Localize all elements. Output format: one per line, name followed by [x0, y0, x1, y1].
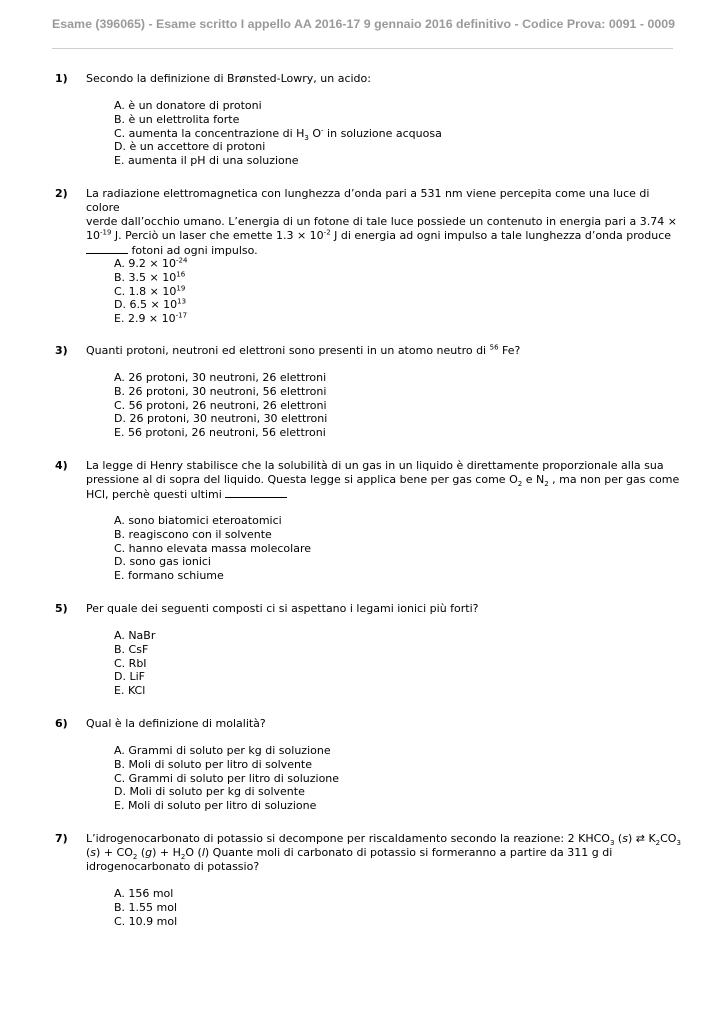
- question-text: Per quale dei seguenti composti ci si aspettano i legami ionici più forti?: [86, 602, 479, 615]
- option-d: D. sono gas ionici: [114, 555, 211, 569]
- answer-options: [114, 257, 187, 326]
- question-text: Quanti protoni, neutroni ed elettroni sono presenti in un atomo neutro di $^{56}$ Fe?: [86, 343, 521, 357]
- option-b: B. 26 protoni, 30 neutroni, 56 elettroni: [114, 384, 327, 398]
- answer-options: [114, 514, 311, 583]
- option-e: E. formano schiume: [114, 569, 224, 583]
- answer-options: [114, 99, 442, 168]
- option-e: E. Moli di soluto per litro di soluzione: [114, 799, 317, 813]
- answer-options: [114, 629, 155, 698]
- question-number: 5): [55, 602, 68, 615]
- question-number: 3): [55, 344, 68, 357]
- option-b: B. CsF: [114, 642, 149, 656]
- option-c: C. 10.9 mol: [114, 914, 178, 928]
- answer-blank: [225, 487, 287, 498]
- option-b: B. Moli di soluto per litro di solvente: [114, 757, 313, 771]
- option-a: A. $9.2 \times 10^{-24}$: [114, 256, 188, 270]
- option-e: E. KCl: [114, 684, 146, 698]
- option-e: E. 56 protoni, 26 neutroni, 56 elettroni: [114, 426, 326, 440]
- option-c: C. RbI: [114, 656, 147, 670]
- exam-header: Esame (396065) - Esame scritto I appello AA 2016-17 9 gennaio 2016 definitivo - Codice Prova: 0091 - 0009: [52, 17, 676, 31]
- question-number: 7): [55, 832, 68, 845]
- question-text: La radiazione elettromagnetica con lunghezza d’onda pari a 531 nm viene percepita come una luce di colore verde dall’occhio umano. L’energia di un fotone di tale luce possiede un contenuto in energia pari a 3.74 × $10^{-19}$ J. Perciò un laser che emette $1.3 \times 10^{-2}$ J di energia ad ogni impulso a tale lunghezza d’onda produce fotoni ad ogni impulso.: [86, 187, 677, 257]
- option-c: C. hanno elevata massa molecolare: [114, 541, 311, 555]
- question-number: 2): [55, 187, 68, 200]
- option-e: E. aumenta il pH di una soluzione: [114, 154, 299, 168]
- question-text: Qual è la definizione di molalità?: [86, 717, 266, 730]
- question-text: L’idrogenocarbonato di potassio si decompone per riscaldamento secondo la reazione: 2 $KHCO_3$ (s) ⇄ $K_2CO_3$ $(s) + CO_2$ $(g) + H_2O$ (l) Quante moli di carbonato di potassio si formeranno a partire da 311 g di idrogenocarbonato di potassio?: [86, 832, 681, 873]
- option-d: D. 26 protoni, 30 neutroni, 30 elettroni: [114, 412, 328, 426]
- option-c: C. aumenta la concentrazione di $H_3$ O- in soluzione acquosa: [114, 125, 442, 142]
- answer-options: [114, 371, 327, 440]
- option-c: C. Grammi di soluto per litro di soluzione: [114, 771, 340, 785]
- option-d: D. LiF: [114, 670, 145, 684]
- question-text: La legge di Henry stabilisce che la solubilità di un gas in un liquido è direttamente proporzionale alla sua pressione al di sopra del liquido. Questa legge si applica bene per gas come $O_2$ e $N_2$ , ma non per gas come HCl, perchè questi ultimi: [86, 459, 680, 501]
- option-b: B. $3.5 \times 10^{16}$: [114, 270, 186, 284]
- question-number: 6): [55, 717, 68, 730]
- option-c: C. $1.8 \times 10^{19}$: [114, 283, 186, 298]
- option-a: A. 156 mol: [114, 887, 174, 900]
- option-d: D. Moli di soluto per kg di solvente: [114, 785, 305, 799]
- option-b: B. 1.55 mol: [114, 900, 178, 914]
- option-a: A. è un donatore di protoni: [114, 99, 262, 112]
- question-number: 4): [55, 459, 68, 472]
- option-d: D. è un accettore di protoni: [114, 140, 266, 154]
- answer-blank: [86, 243, 128, 254]
- option-a: A. Grammi di soluto per kg di soluzione: [114, 744, 331, 757]
- question-text: Secondo la definizione di Brønsted-Lowry, un acido:: [86, 72, 371, 85]
- option-a: A. sono biatomici eteroatomici: [114, 514, 282, 527]
- option-c: C. 56 protoni, 26 neutroni, 26 elettroni: [114, 398, 327, 412]
- answer-options: [114, 887, 177, 928]
- option-b: B. reagiscono con il solvente: [114, 527, 272, 541]
- option-d: D. $6.5 \times 10^{13}$: [114, 297, 187, 312]
- question-number: 1): [55, 72, 68, 85]
- option-a: A. NaBr: [114, 629, 156, 642]
- header-divider: [52, 48, 673, 49]
- option-e: E. $2.9 \times 10^{-17}$: [114, 311, 188, 326]
- option-a: A. 26 protoni, 30 neutroni, 26 elettroni: [114, 371, 327, 384]
- option-b: B. è un elettrolita forte: [114, 112, 240, 126]
- answer-options: [114, 744, 339, 813]
